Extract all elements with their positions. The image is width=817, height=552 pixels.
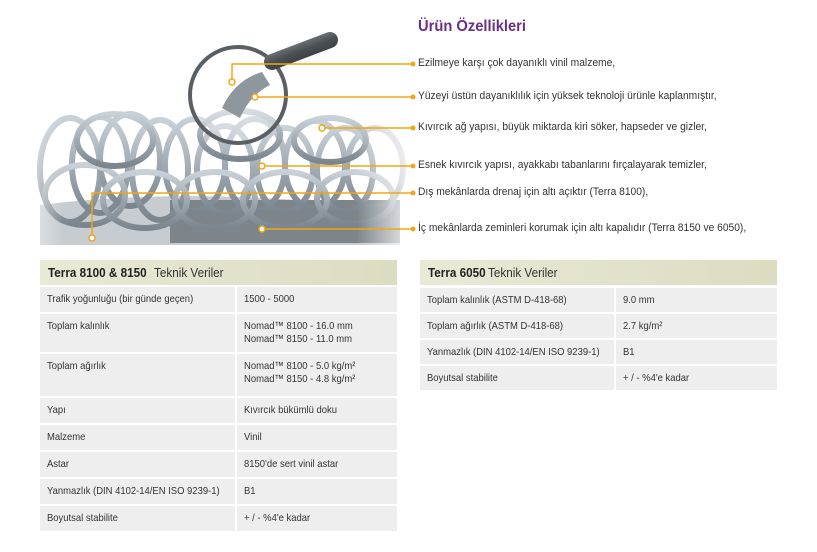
row-label: Boyutsal stabilite bbox=[47, 512, 118, 524]
row-label: Toplam ağırlık bbox=[47, 360, 106, 372]
row-label: Malzeme bbox=[47, 431, 86, 443]
row-value: Nomad™ 8150 - 4.8 kg/m² bbox=[244, 373, 356, 385]
feature-item: Kıvırcık ağ yapısı, büyük miktarda kiri söker, hapseder ve gizler, bbox=[418, 121, 707, 133]
left-table-title: Terra 8100 & 8150 bbox=[48, 265, 147, 280]
row-label: Astar bbox=[47, 458, 70, 470]
feature-item: İç mekânlarda zeminleri korumak için altı kapalıdır (Terra 8150 ve 6050), bbox=[418, 222, 747, 234]
table-row bbox=[40, 398, 397, 423]
row-label: Toplam kalınlık (ASTM D-418-68) bbox=[427, 294, 567, 306]
table-row bbox=[420, 340, 777, 364]
row-value: + / - %4'e kadar bbox=[244, 512, 311, 524]
row-label: Toplam kalınlık bbox=[47, 320, 110, 332]
table-row bbox=[40, 452, 397, 477]
feature-item: Ezilmeye karşı çok dayanıklı vinil malzeme, bbox=[418, 57, 616, 69]
left-table-subtitle: Teknik Veriler bbox=[153, 265, 224, 280]
row-value: Nomad™ 8150 - 11.0 mm bbox=[244, 333, 353, 345]
row-value: 1500 - 5000 bbox=[244, 293, 295, 305]
right-table-header bbox=[420, 260, 777, 285]
table-row bbox=[40, 287, 397, 312]
row-label: Boyutsal stabilite bbox=[427, 372, 498, 384]
row-label: Trafik yoğunluğu (bir günde geçen) bbox=[47, 293, 194, 305]
feature-item: Esnek kıvırcık yapısı, ayakkabı tabanlarını fırçalayarak temizler, bbox=[418, 159, 707, 171]
row-label: Yanmazlık (DIN 4102-14/EN ISO 9239-1) bbox=[47, 485, 220, 497]
table-row bbox=[420, 366, 777, 390]
row-value: Kıvırcık bükümlü doku bbox=[244, 404, 337, 416]
right-table-title: Terra 6050 bbox=[428, 265, 486, 280]
table-row bbox=[40, 354, 397, 396]
row-value: 9.0 mm bbox=[623, 294, 655, 306]
row-value: B1 bbox=[623, 346, 635, 358]
table-row bbox=[40, 506, 397, 531]
row-value: + / - %4'e kadar bbox=[623, 372, 690, 384]
features-title: Ürün Özellikleri bbox=[418, 18, 526, 35]
feature-item: Dış mekânlarda drenaj için altı açıktır (Terra 8100), bbox=[418, 186, 649, 198]
row-value: B1 bbox=[244, 485, 256, 497]
table-row bbox=[40, 425, 397, 450]
row-label: Yapı bbox=[47, 404, 66, 416]
row-label: Yanmazlık (DIN 4102-14/EN ISO 9239-1) bbox=[427, 346, 600, 358]
row-label: Toplam ağırlık (ASTM D-418-68) bbox=[427, 320, 564, 332]
row-value: 8150'de sert vinil astar bbox=[244, 458, 339, 470]
left-table-header bbox=[40, 260, 397, 285]
table-row bbox=[40, 314, 397, 352]
table-row bbox=[40, 479, 397, 504]
row-value: 2.7 kg/m² bbox=[623, 320, 663, 332]
row-value: Nomad™ 8100 - 5.0 kg/m² bbox=[244, 360, 356, 372]
feature-item: Yüzeyi üstün dayanıklılık için yüksek teknoloji ürünle kaplanmıştır, bbox=[418, 90, 717, 102]
row-value: Vinil bbox=[244, 431, 262, 443]
table-row bbox=[420, 288, 777, 312]
right-table-subtitle: Teknik Veriler bbox=[488, 265, 558, 280]
table-row bbox=[420, 314, 777, 338]
row-value: Nomad™ 8100 - 16.0 mm bbox=[244, 320, 353, 332]
